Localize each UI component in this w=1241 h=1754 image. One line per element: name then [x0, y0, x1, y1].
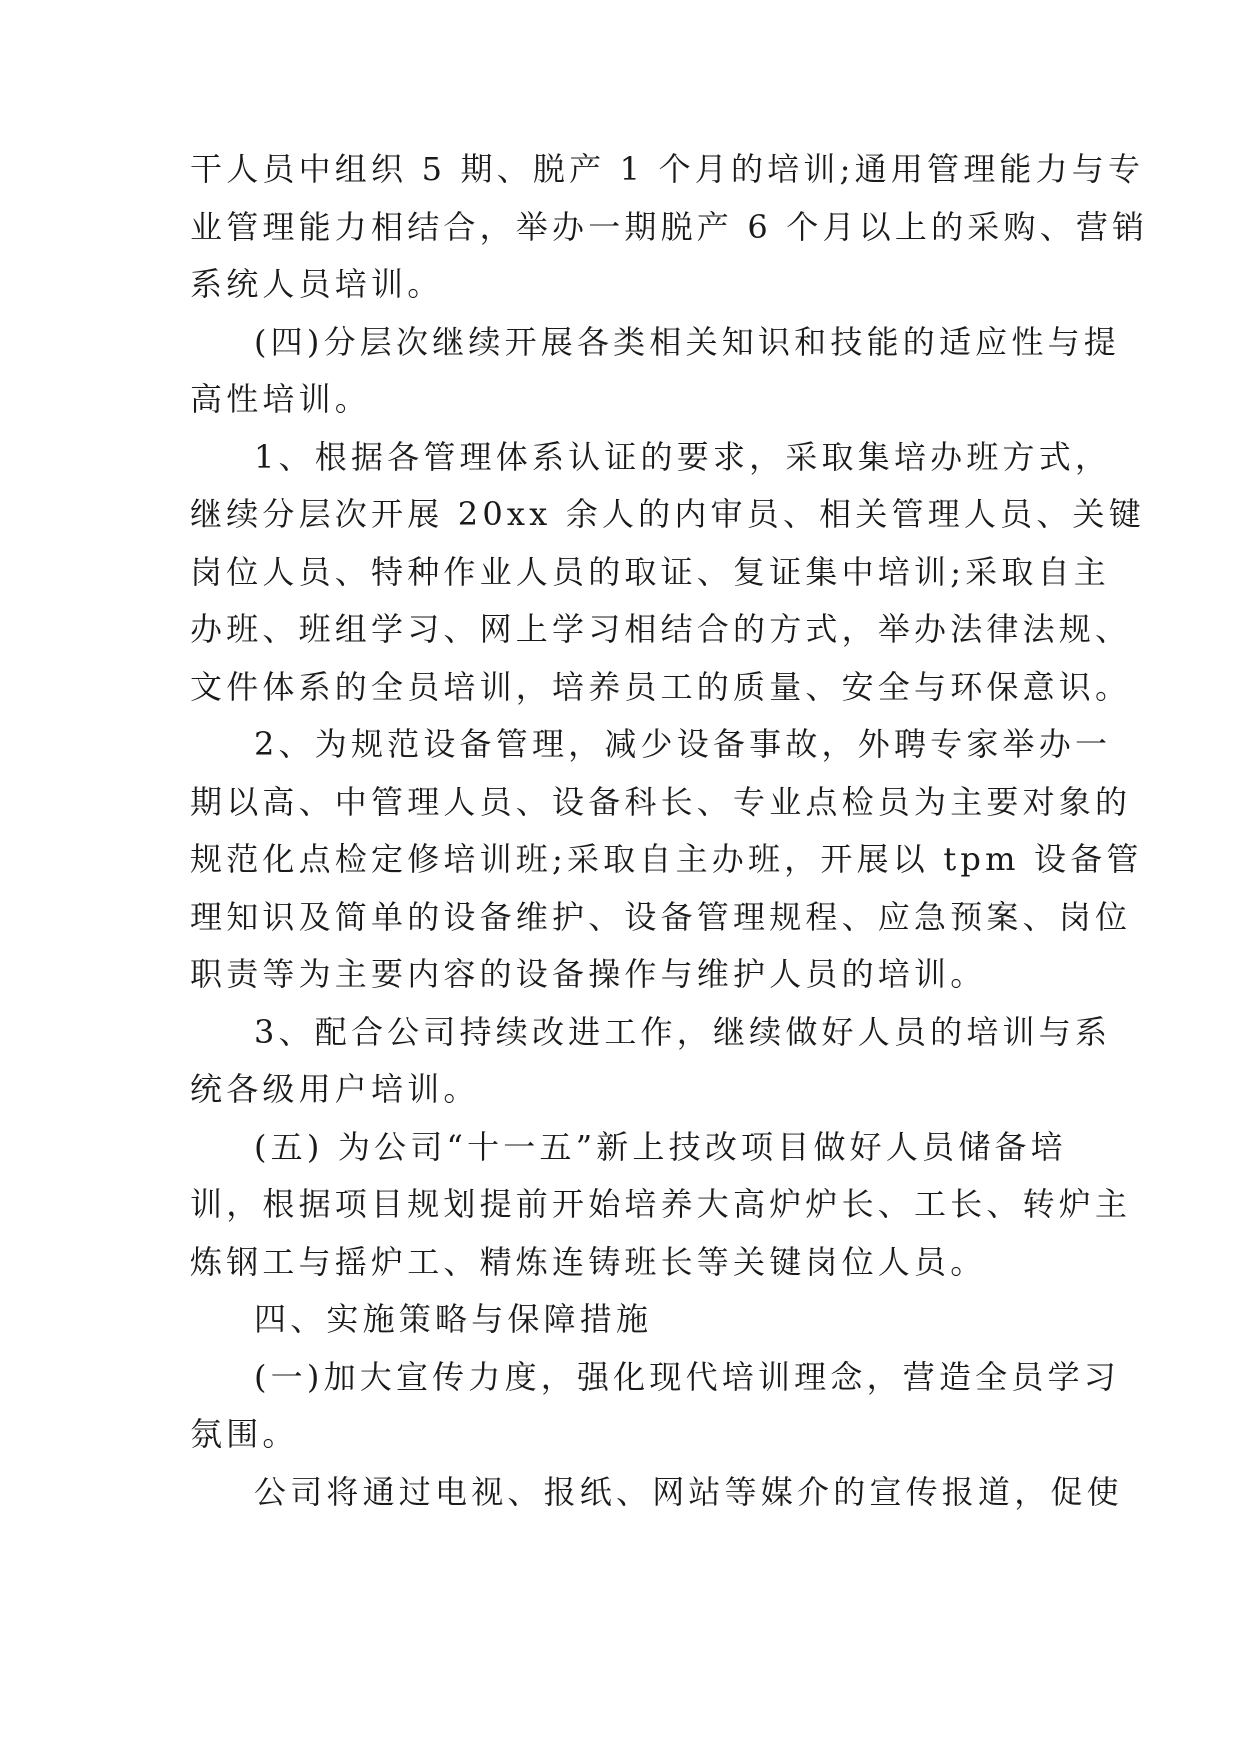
text-line: 期以高、中管理人员、设备科长、专业点检员为主要对象的 [190, 782, 1132, 821]
text-line: 高性培训。 [190, 380, 372, 418]
text-line: 3、配合公司持续改进工作，继续做好人员的培训与系 [254, 1012, 1112, 1051]
text-line: (四)分层次继续开展各类相关知识和技能的适应性与提 [254, 322, 1120, 361]
text-line: 炼钢工与摇炉工、精炼连铸班长等关键岗位人员。 [190, 1242, 987, 1281]
text-line: 训，根据项目规划提前开始培养大高炉炉长、工长、转炉主 [190, 1185, 1132, 1223]
text-line: 1、根据各管理体系认证的要求，采取集培办班方式， [254, 437, 1112, 476]
text-line: 规范化点检定修培训班;采取自主办班，开展以 tpm 设备管 [190, 840, 1143, 878]
text-line: (五) 为公司“十一五”新上技改项目做好人员储备培 [254, 1127, 1067, 1166]
text-line: 氛围。 [190, 1415, 299, 1453]
text-line: 统各级用户培训。 [190, 1070, 480, 1108]
text-line: 公司将通过电视、报纸、网站等媒介的宣传报道，促使 [254, 1472, 1123, 1511]
document-body [190, 141, 1149, 1521]
text-line: 理知识及简单的设备维护、设备管理规程、应急预案、岗位 [190, 897, 1132, 936]
text-line: 2、为规范设备管理，减少设备事故，外聘专家举办一 [254, 725, 1112, 763]
text-line: (一)加大宣传力度，强化现代培训理念，营造全员学习 [254, 1357, 1120, 1396]
text-line: 业管理能力相结合，举办一期脱产 6 个月以上的采购、营销 [190, 207, 1149, 246]
text-line: 文件体系的全员培训，培养员工的质量、安全与环保意识。 [190, 667, 1132, 706]
text-line: 职责等为主要内容的设备操作与维护人员的培训。 [190, 955, 987, 993]
text-line: 办班、班组学习、网上学习相结合的方式，举办法律法规、 [190, 610, 1132, 648]
text-line: 系统人员培训。 [190, 265, 444, 303]
text-line: 继续分层次开展 20xx 余人的内审员、相关管理人员、关键 [190, 495, 1145, 533]
text-line: 四、实施策略与保障措施 [254, 1300, 653, 1338]
text-line: 岗位人员、特种作业人员的取证、复证集中培训;采取自主 [190, 552, 1110, 591]
text-line: 干人员中组织 5 期、脱产 1 个月的培训;通用管理能力与专 [190, 150, 1145, 188]
